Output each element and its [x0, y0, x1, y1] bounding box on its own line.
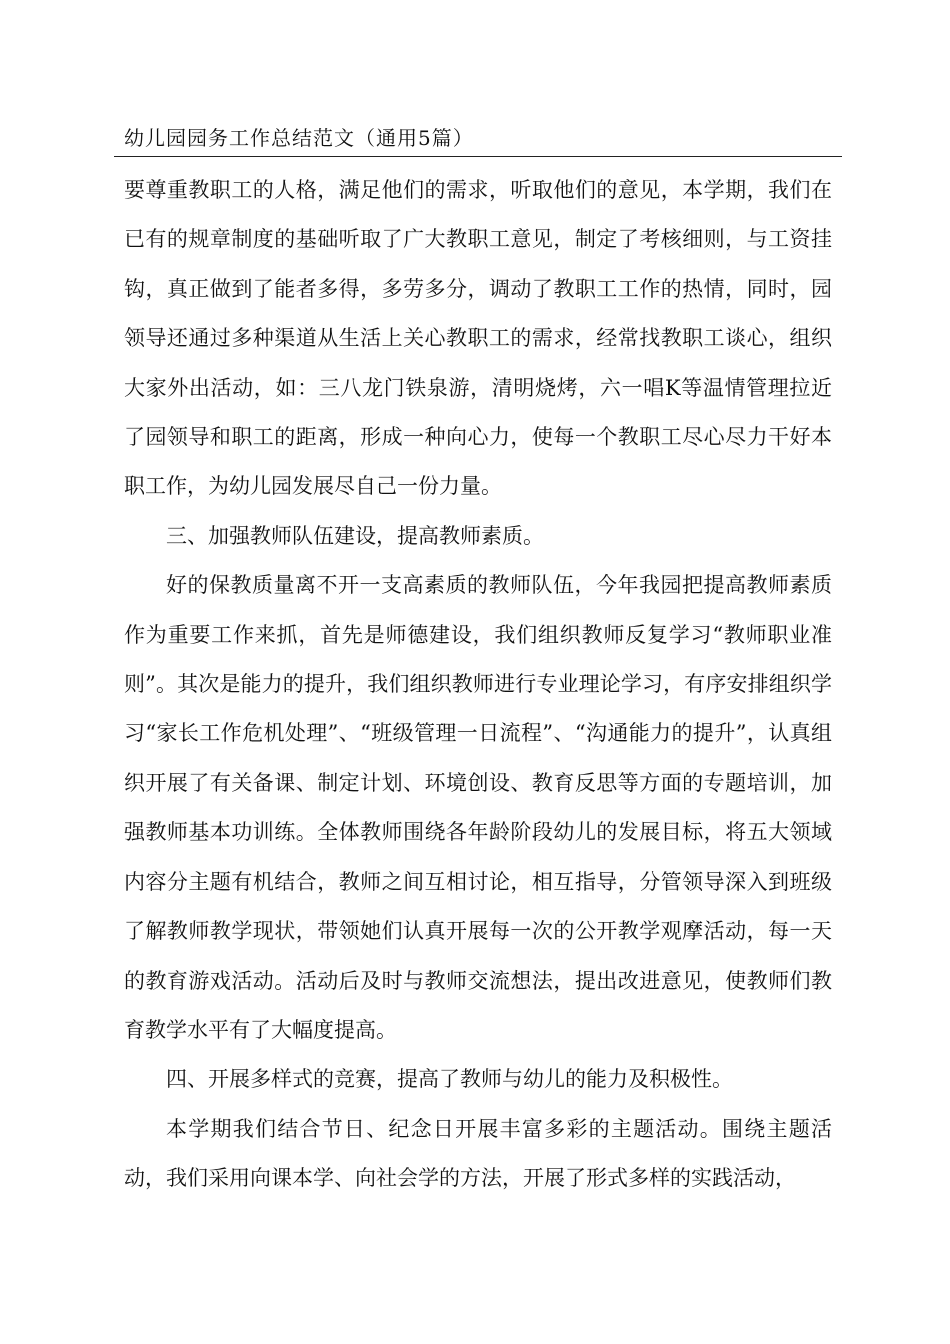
section-heading: 三、加强教师队伍建设，提高教师素质。 [166, 523, 544, 548]
document-header-title: 幼儿园园务工作总结范文（通用5篇） [124, 126, 474, 150]
body-paragraph: 本学期我们结合节日、纪念日开展丰富多彩的主题活动。围绕主题活动，我们采用向课本学、向社会学的方法，开展了形式多样的实践活动， [124, 1116, 832, 1191]
header-divider [114, 156, 842, 157]
body-paragraph: 好的保教质量离不开一支高素质的教师队伍，今年我园把提高教师素质作为重要工作来抓，首先是师德建设，我们组织教师反复学习“教师职业准则”。其次是能力的提升，我们组织教师进行专业理论学习，有序安排组织学习“家长工作危机处理”、“班级管理一日流程”、“沟通能力的提升”，认真组织开展了有关备课、制定计划、环境创设、教育反思等方面的专题培训，加强教师基本功训练。全体教师围绕各年龄阶段幼儿的发展目标，将五大领域内容分主题有机结合，教师之间互相讨论，相互指导，分管领导深入到班级了解教师教学现状，带领她们认真开展每一次的公开教学观摩活动，每一天的教育游戏活动。活动后及时与教师交流想法，提出改进意见，使教师们教育教学水平有了大幅度提高。 [124, 573, 832, 1042]
section-heading: 四、开展多样式的竞赛，提高了教师与幼儿的能力及积极性。 [166, 1067, 733, 1092]
body-paragraph: 要尊重教职工的人格，满足他们的需求，听取他们的意见，本学期，我们在已有的规章制度的基础听取了广大教职工意见，制定了考核细则，与工资挂钩，真正做到了能者多得，多劳多分，调动了教职工工作的热情，同时，园领导还通过多种渠道从生活上关心教职工的需求，经常找教职工谈心，组织大家外出活动，如：三八龙门铁泉游，清明烧烤，六一唱K等温情管理拉近了园领导和职工的距离，形成一种向心力，使每一个教职工尽心尽力干好本职工作，为幼儿园发展尽自己一份力量。 [124, 178, 832, 499]
document-body [124, 166, 832, 1204]
